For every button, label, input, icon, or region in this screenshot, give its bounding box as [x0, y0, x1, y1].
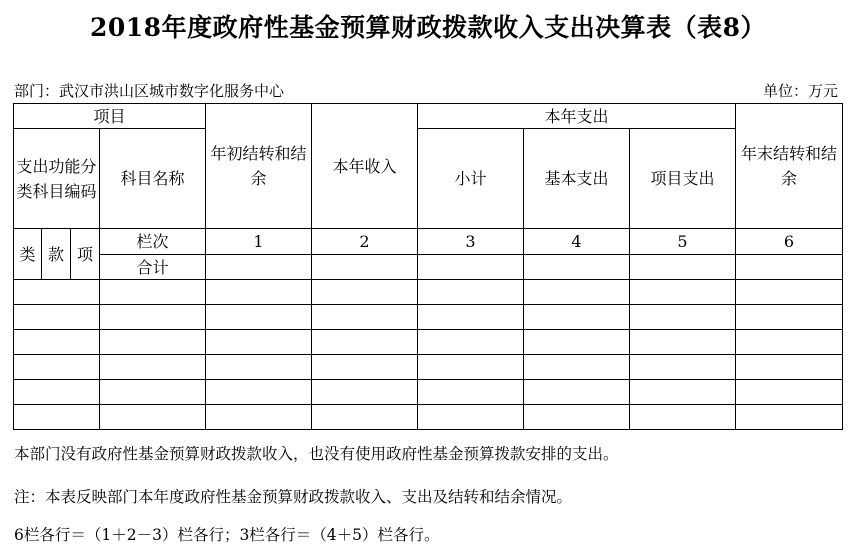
column-number-4: 4 [524, 229, 630, 255]
page-title: 2018年度政府性基金预算财政拨款收入支出决算表（表8） [90, 13, 766, 42]
table-cell [100, 405, 206, 430]
table-cell [630, 305, 736, 330]
column-number-2: 2 [312, 229, 418, 255]
table-row [14, 305, 843, 330]
table-cell [630, 280, 736, 305]
table-cell [100, 380, 206, 405]
table-cell [630, 405, 736, 430]
table-cell [14, 355, 100, 380]
column-number-5: 5 [630, 229, 736, 255]
department-label: 部门：武汉市洪山区城市数字化服务中心 [14, 82, 285, 100]
table-cell [524, 255, 630, 280]
closing-balance-header: 年末结转和结余 [736, 104, 843, 229]
table-footnote: 注：本表反映部门本年度政府性基金预算财政拨款收入、支出及结转和结余情况。 [14, 488, 573, 506]
opening-balance-header: 年初结转和结余 [206, 104, 312, 229]
basic-expenditure-header: 基本支出 [524, 129, 630, 229]
table-cell [206, 280, 312, 305]
table-cell [418, 280, 524, 305]
table-cell [14, 330, 100, 355]
item-label: 项 [71, 229, 100, 280]
table-cell [736, 355, 843, 380]
table-cell [736, 405, 843, 430]
table-cell [206, 305, 312, 330]
table-cell [14, 380, 100, 405]
table-cell [418, 355, 524, 380]
table-cell [630, 355, 736, 380]
section-label: 款 [42, 229, 71, 280]
table-cell [312, 405, 418, 430]
table-cell [312, 355, 418, 380]
subject-name-header: 科目名称 [100, 129, 206, 229]
total-label: 合计 [100, 255, 206, 280]
table-cell [524, 305, 630, 330]
table-cell [524, 355, 630, 380]
table-cell [524, 330, 630, 355]
project-expenditure-header: 项目支出 [630, 129, 736, 229]
function-code-header: 支出功能分类科目编码 [14, 129, 100, 229]
table-cell [312, 305, 418, 330]
column-number-1: 1 [206, 229, 312, 255]
table-cell [206, 330, 312, 355]
table-row [14, 355, 843, 380]
table-cell [630, 380, 736, 405]
table-row [14, 280, 843, 305]
table-cell [14, 305, 100, 330]
table-cell [100, 355, 206, 380]
table-cell [630, 330, 736, 355]
table-cell [206, 405, 312, 430]
table-cell [736, 255, 843, 280]
table-cell [418, 330, 524, 355]
table-cell [418, 255, 524, 280]
column-row-label: 栏次 [100, 229, 206, 255]
column-number-3: 3 [418, 229, 524, 255]
table-cell [100, 305, 206, 330]
unit-label: 单位：万元 [762, 82, 838, 100]
table-cell [630, 255, 736, 280]
table-cell [736, 380, 843, 405]
table-cell [736, 280, 843, 305]
item-header: 项目 [14, 104, 206, 129]
table-cell [14, 405, 100, 430]
table-row [14, 380, 843, 405]
table-cell [418, 380, 524, 405]
column-number-6: 6 [736, 229, 843, 255]
table-cell [418, 405, 524, 430]
income-header: 本年收入 [312, 104, 418, 229]
table-cell [14, 280, 100, 305]
table-cell [206, 355, 312, 380]
expenditure-header: 本年支出 [418, 104, 736, 129]
no-data-note: 本部门没有政府性基金预算财政拨款收入，也没有使用政府性基金预算拨款安排的支出。 [14, 445, 619, 463]
table-cell [312, 330, 418, 355]
table-cell [736, 305, 843, 330]
table-cell [524, 405, 630, 430]
formula-footnote: 6栏各行＝（1＋2－3）栏各行；3栏各行＝（4＋5）栏各行。 [14, 526, 440, 544]
table-row [14, 330, 843, 355]
table-cell [312, 255, 418, 280]
class-label: 类 [14, 229, 42, 280]
table-cell [100, 330, 206, 355]
table-cell [524, 380, 630, 405]
table-cell [312, 380, 418, 405]
table-cell [100, 280, 206, 305]
table-cell [524, 280, 630, 305]
table-cell [418, 305, 524, 330]
final-accounts-table [13, 103, 843, 430]
table-cell [736, 330, 843, 355]
table-cell [206, 380, 312, 405]
subtotal-header: 小计 [418, 129, 524, 229]
table-row [14, 405, 843, 430]
table-cell [206, 255, 312, 280]
table-cell [312, 280, 418, 305]
